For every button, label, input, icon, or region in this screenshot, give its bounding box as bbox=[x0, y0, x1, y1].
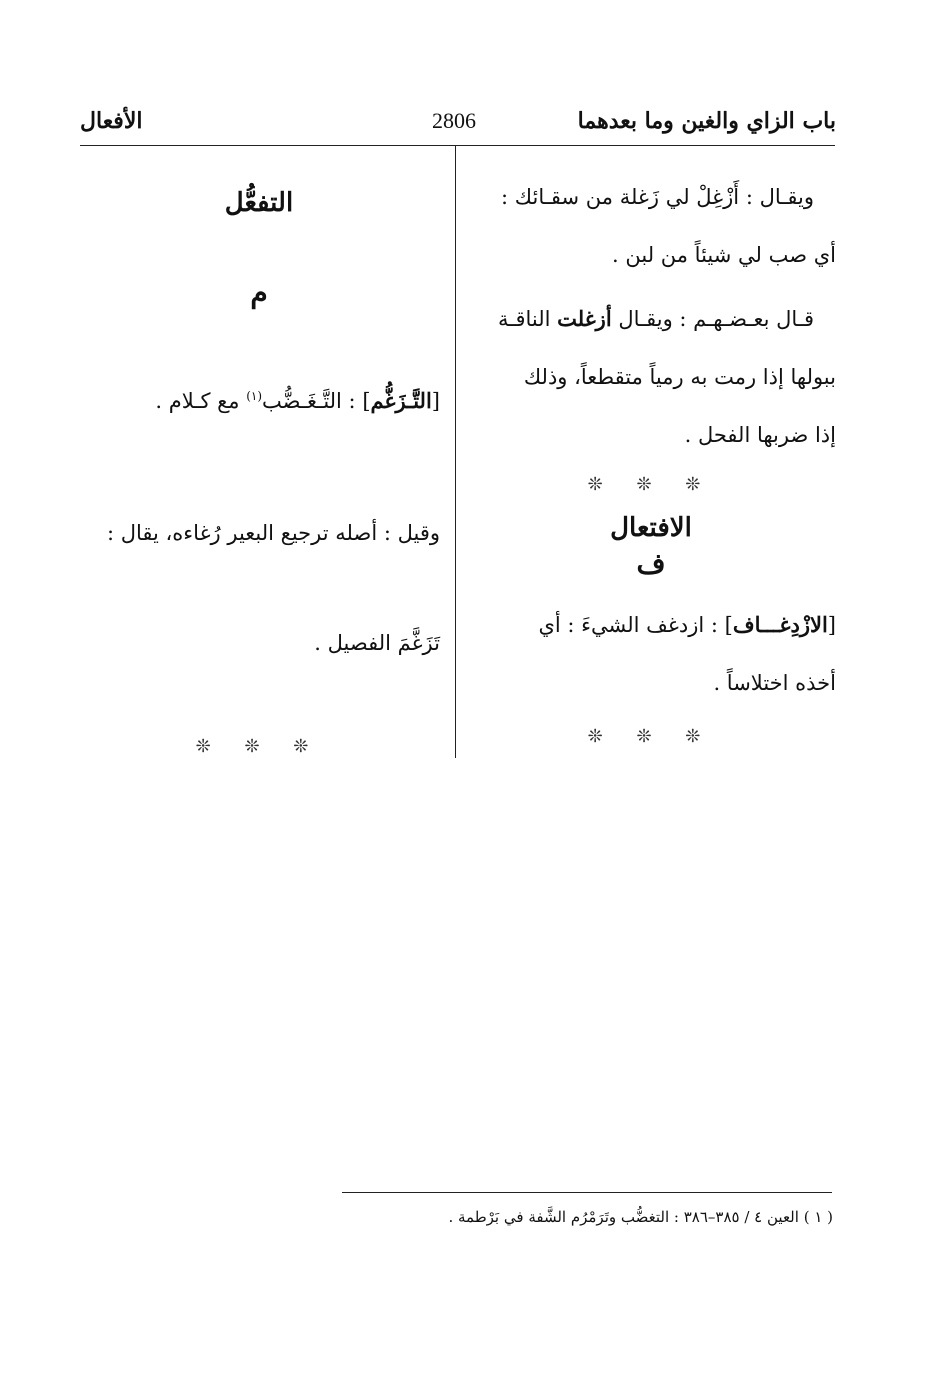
text-line: : ازدغف الشيءَ : أي bbox=[538, 613, 725, 637]
text-line: ببولها إذا رمت به رمياً متقطعاً، وذلك bbox=[523, 365, 836, 389]
text-line: الناقـة bbox=[498, 307, 558, 331]
section-heading-tafaul: التفعُّل bbox=[224, 188, 294, 218]
running-header-chapter: باب الزاي والغين وما بعدهما bbox=[577, 108, 836, 134]
text-line: ويقـال : أَزْغِلْ لي زَغلة من سقـائك : bbox=[501, 185, 814, 209]
text-line: أخذه اختلاساً . bbox=[713, 671, 836, 695]
bold-term: أزغلت bbox=[557, 306, 612, 331]
paragraph-asluhu bbox=[78, 478, 440, 698]
footnote-reference: (١) bbox=[246, 389, 263, 403]
footnote: ( ١ ) العين ٤ / ٣٨٥–٣٨٦ : التغضُّب وتَرَمْرُم الشَّفة في بَرْطمة . bbox=[448, 1208, 833, 1226]
letter-heading-fa: ف bbox=[636, 547, 666, 580]
header-rule bbox=[80, 145, 835, 146]
bracket-open: [ bbox=[827, 613, 836, 637]
bracket-close: ] bbox=[362, 389, 371, 413]
section-separator: ❊ ❊ ❊ bbox=[587, 726, 715, 747]
text-line: : التَّـغَـضُّب bbox=[262, 389, 363, 413]
text-line: أي صب لي شيئاً من لبن . bbox=[612, 243, 836, 267]
paragraph-azghil bbox=[466, 168, 836, 284]
text-line: تَزَغَّمَ الفصيل . bbox=[314, 631, 440, 655]
section-separator: ❊ ❊ ❊ bbox=[587, 474, 715, 495]
headword: التَّـزَغُّم bbox=[370, 388, 432, 413]
bracket-close: ] bbox=[724, 613, 733, 637]
footnote-rule bbox=[342, 1192, 832, 1193]
right-column bbox=[466, 168, 836, 747]
paragraph-azghalat bbox=[466, 290, 836, 464]
entry-izdighaf bbox=[466, 596, 836, 712]
bracket-open: [ bbox=[431, 389, 440, 413]
text-line: قـال بعـضـهـم : ويقـال bbox=[611, 307, 814, 331]
letter-heading-mim: م bbox=[250, 276, 268, 309]
section-separator: ❊ ❊ ❊ bbox=[195, 736, 323, 757]
section-heading-iftial: الافتعال bbox=[610, 513, 692, 543]
headword: الازْدِغـــاف bbox=[732, 612, 828, 637]
text-line: مع كـلام . bbox=[155, 389, 247, 413]
text-line: وقيل : أصله ترجيع البعير رُغاءه، يقال : bbox=[106, 521, 440, 545]
column-divider bbox=[455, 146, 456, 758]
text-line: إذا ضربها الفحل . bbox=[684, 423, 836, 447]
entry-tazaghghum bbox=[78, 367, 440, 430]
page-number: 2806 bbox=[432, 108, 476, 133]
left-column bbox=[78, 168, 440, 757]
running-header-section: الأفعال bbox=[80, 108, 143, 134]
